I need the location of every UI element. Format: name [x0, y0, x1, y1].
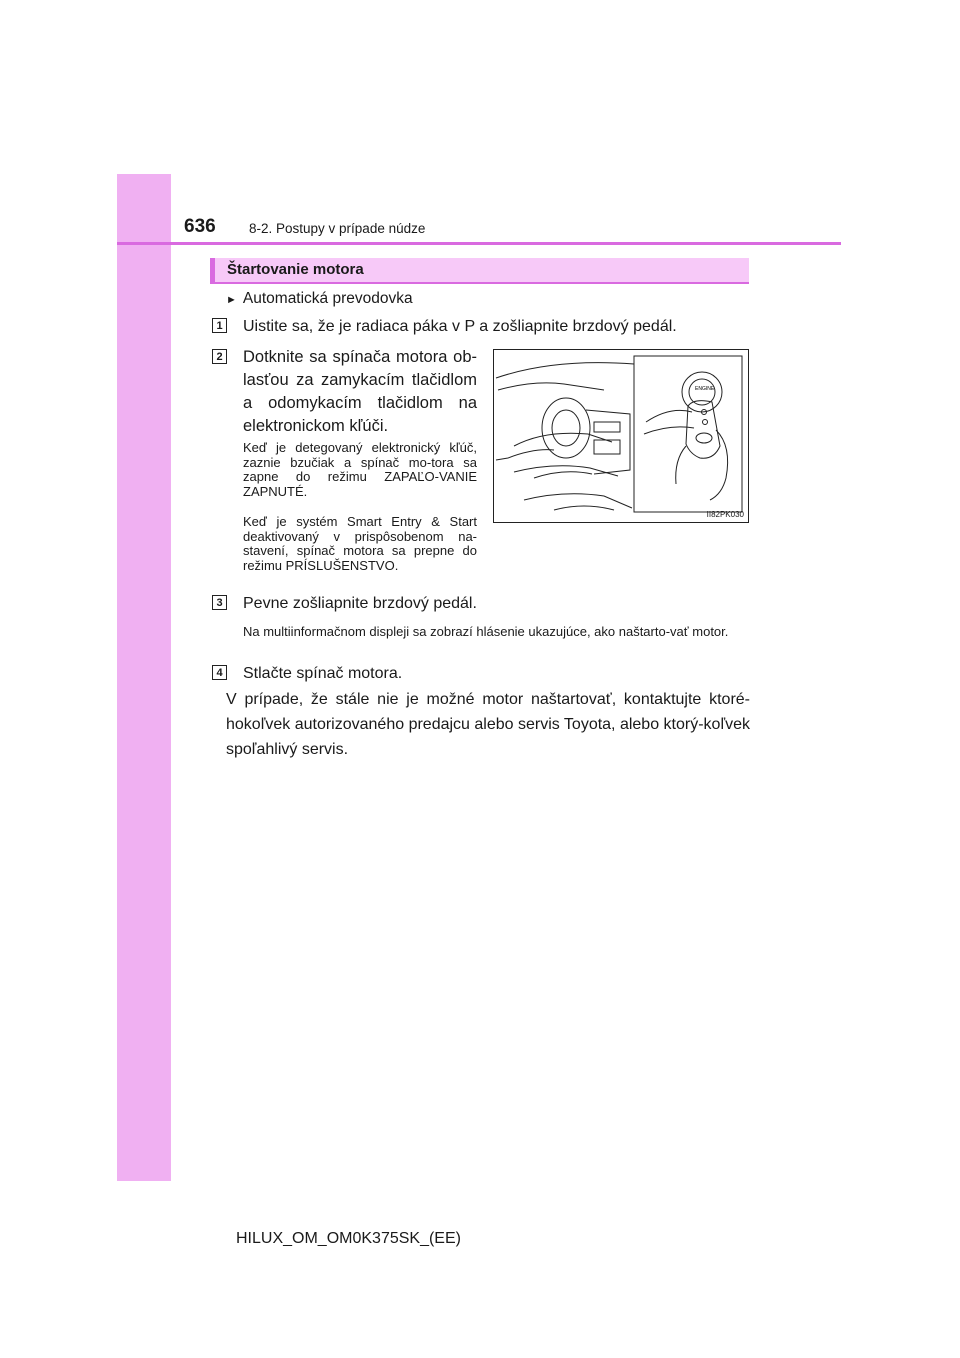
engine-button-label: ENGINE [695, 386, 715, 392]
dashboard-key-drawing [494, 350, 748, 522]
engine-start-illustration [493, 349, 749, 523]
chapter-title: 8-2. Postupy v prípade núdze [249, 221, 426, 236]
subheading [226, 290, 413, 308]
section-title: Štartovanie motora [227, 261, 364, 278]
chapter-sidebar [117, 174, 171, 1181]
step-2-note-1: Keď je detegovaný elektronický kľúč, zaznie bzučiak a spínač mo-tora sa zapne do režimu ZAPAĽO-VANIE ZAPNUTÉ. [243, 440, 477, 499]
closing-paragraph: V prípade, že stále nie je možné motor naštartovať, kontaktujte ktoré-hokoľvek autorizovaného predajcu alebo servis Toyota, alebo ktorý-koľvek spoľahlivý servis. [226, 691, 750, 758]
figure-caption: II82PK030 [706, 510, 744, 519]
step-2-note-2: Keď je systém Smart Entry & Start deaktivovaný v prispôsobenom na-stavení, spínač motora sa prepne do režimu PRÍSLUŠENSTVO. [243, 514, 477, 573]
step-number-1: 1 [212, 318, 227, 333]
triangle-marker-icon: ► [226, 294, 237, 306]
section-header [210, 258, 749, 284]
step-3-text: Pevne zošliapnite brzdový pedál. [243, 595, 477, 612]
step-number-4: 4 [212, 665, 227, 680]
step-3-note: Na multiinformačnom displeji sa zobrazí hlásenie ukazujúce, ako naštarto-vať motor. [243, 624, 729, 639]
header-rule [117, 242, 841, 245]
step-4-text: Stlačte spínač motora. [243, 665, 403, 682]
step-number-2: 2 [212, 349, 227, 364]
step-2-text: Dotknite sa spínača motora ob-lasťou za zamykacím tlačidlom a odomykacím tlačidlom na elektronickom kľúči. [243, 348, 477, 435]
subheading-text: Automatická prevodovka [242, 290, 413, 307]
footer-code: HILUX_OM_OM0K375SK_(EE) [236, 1230, 461, 1247]
step-1-text: Uistite sa, že je radiaca páka v P a zošliapnite brzdový pedál. [243, 318, 677, 335]
page-number: 636 [184, 216, 216, 237]
step-number-3: 3 [212, 595, 227, 610]
